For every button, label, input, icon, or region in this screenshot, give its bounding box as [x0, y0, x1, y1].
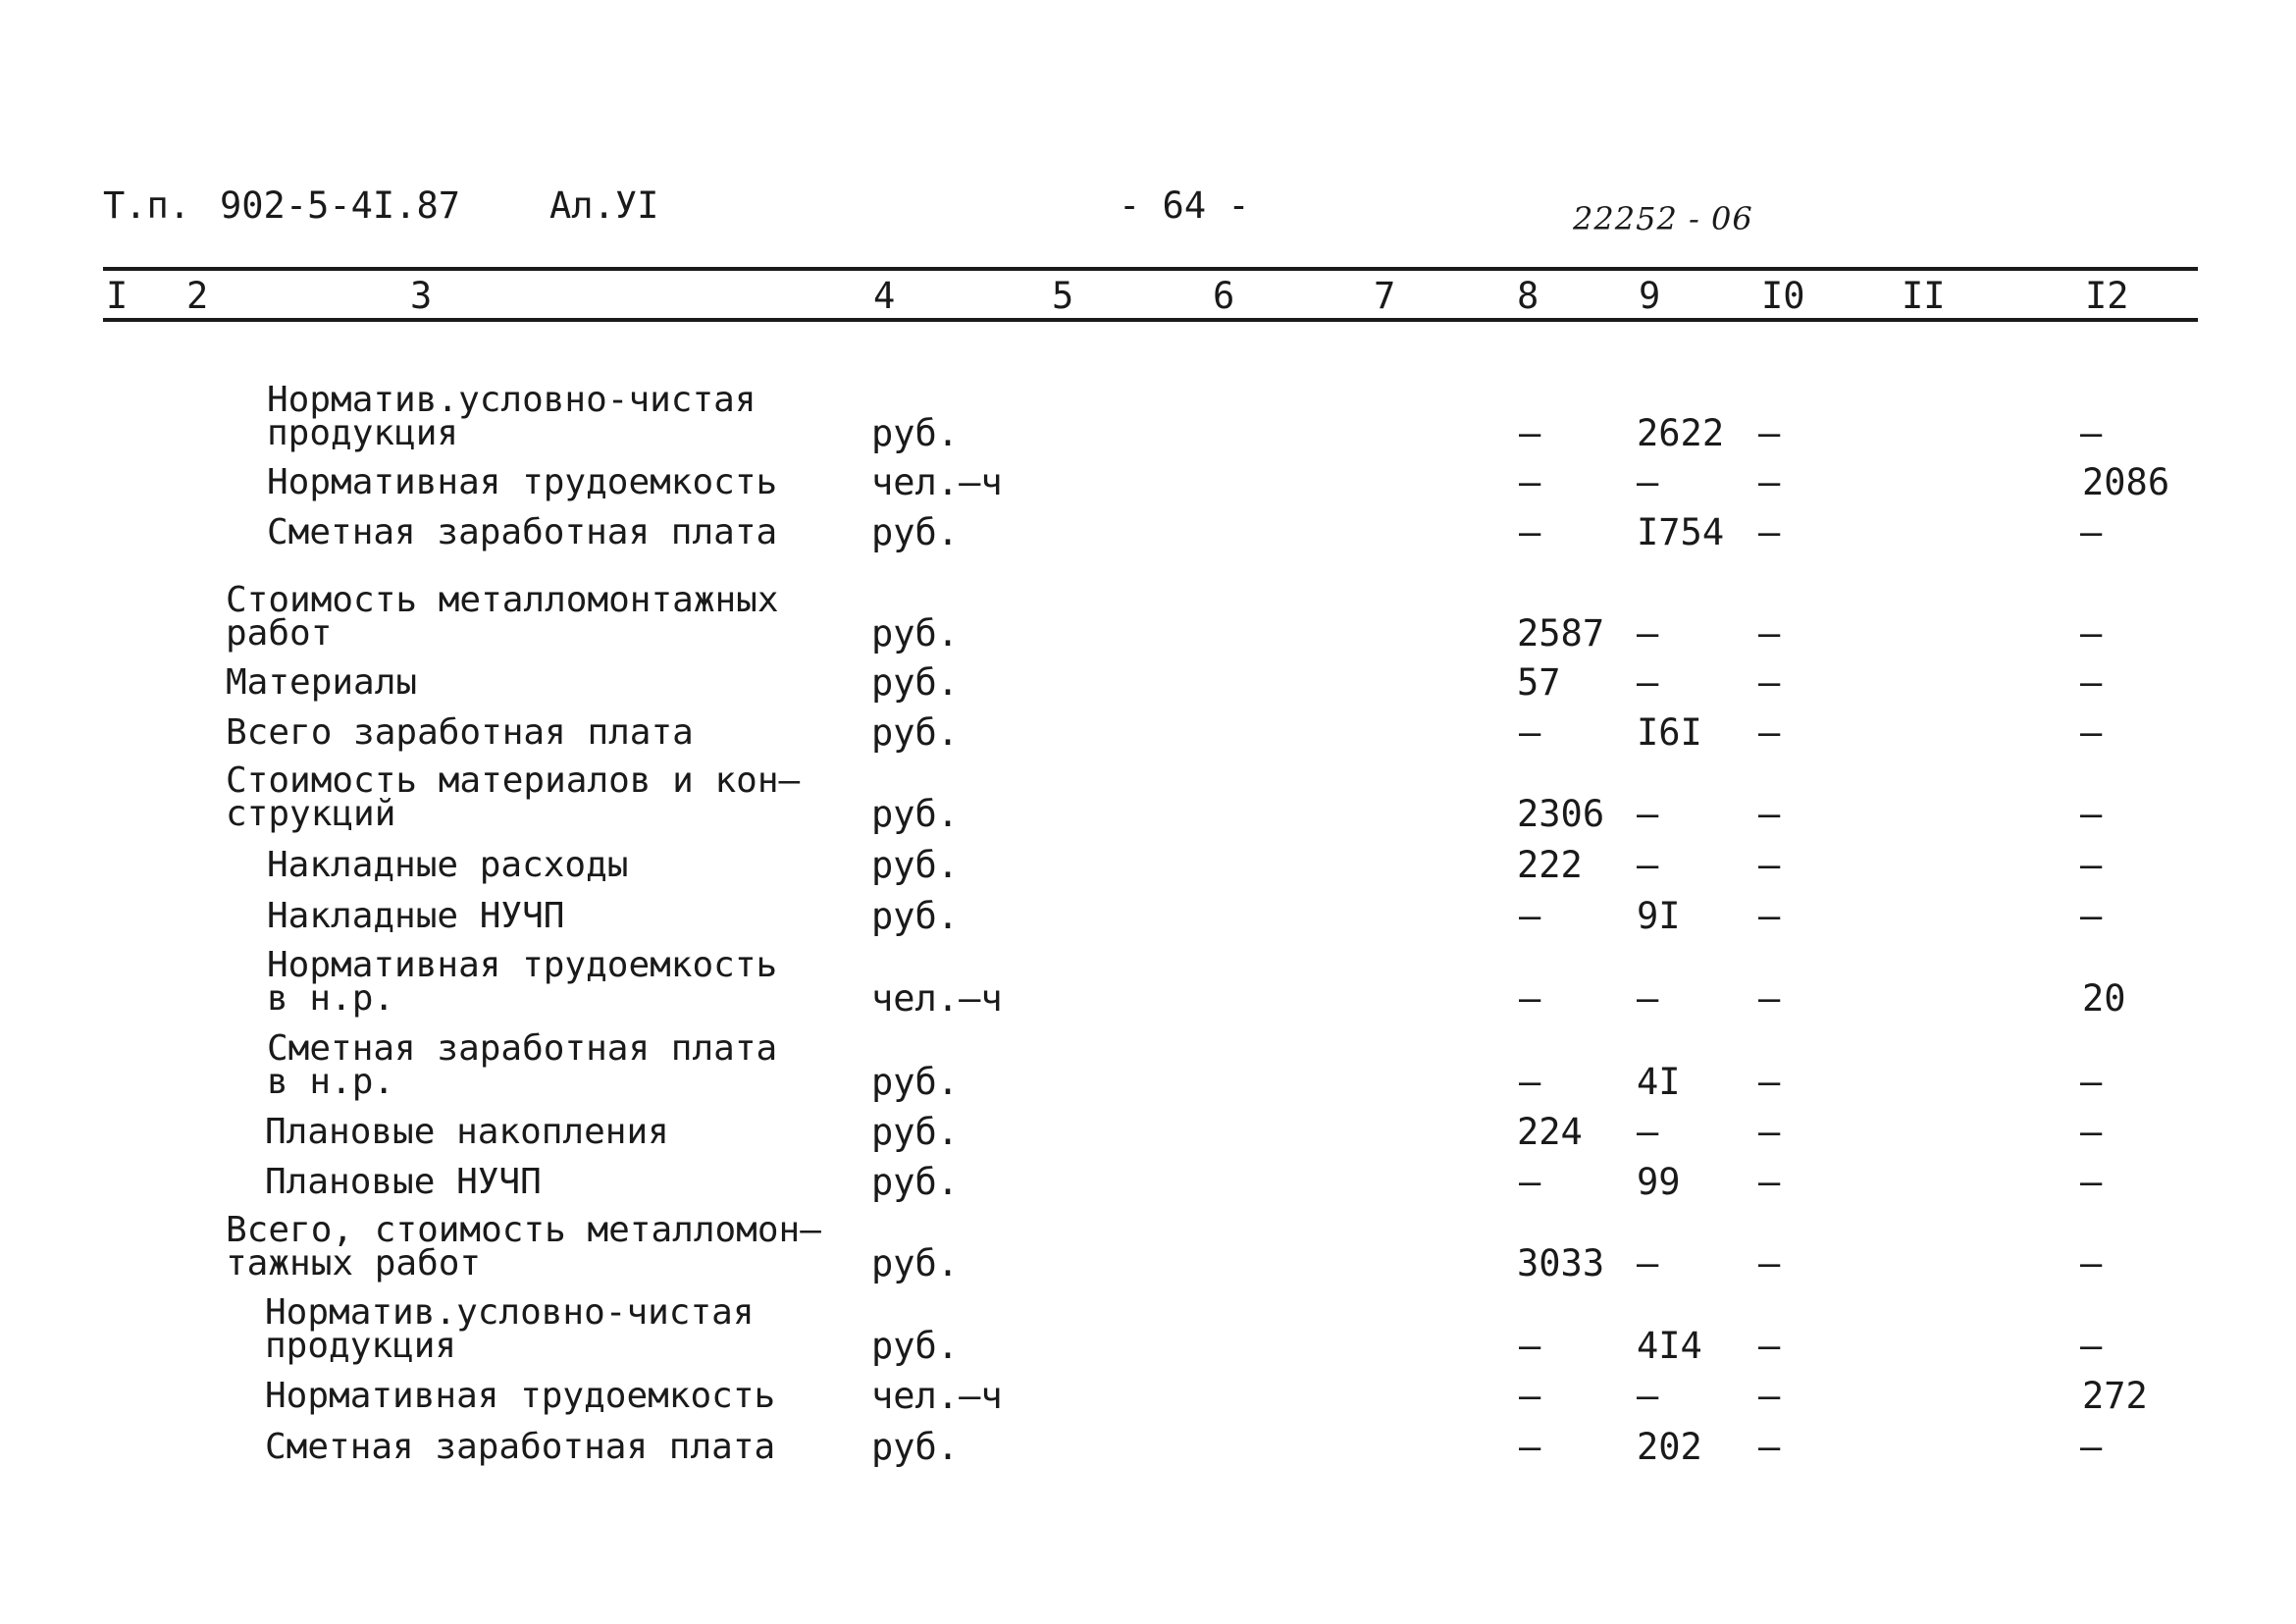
- col8-cell: 224: [1517, 1111, 1583, 1153]
- col12-cell: –: [2080, 412, 2103, 454]
- row-label: Сметная заработная плата: [267, 1028, 778, 1069]
- col9-cell: –: [1637, 461, 1659, 503]
- col8-cell: –: [1519, 1161, 1541, 1203]
- col9-cell: I754: [1637, 511, 1725, 553]
- unit-cell: руб.: [871, 895, 960, 937]
- col10-cell: –: [1758, 1375, 1781, 1417]
- col10-cell: –: [1758, 711, 1781, 754]
- col10-cell: –: [1758, 977, 1781, 1020]
- col12-cell: –: [2080, 895, 2103, 937]
- col8-cell: –: [1519, 711, 1541, 754]
- col10-cell: –: [1758, 1242, 1781, 1284]
- column-number: 6: [1213, 275, 1235, 317]
- row-label: Всего, стоимость металломон–: [226, 1210, 821, 1250]
- col8-cell: –: [1519, 1426, 1541, 1468]
- col9-cell: –: [1637, 1111, 1659, 1153]
- row-label: Накладные расходы: [267, 845, 629, 885]
- unit-cell: чел.–ч: [871, 1375, 1003, 1417]
- registration-stamp: 22252 - 06: [1573, 200, 1753, 237]
- col9-cell: –: [1637, 844, 1659, 886]
- col9-cell: –: [1637, 612, 1659, 655]
- unit-cell: руб.: [871, 511, 960, 553]
- col10-cell: –: [1758, 844, 1781, 886]
- unit-cell: руб.: [871, 793, 960, 835]
- row-label: Материалы: [226, 662, 418, 703]
- row-label: Норматив.условно-чистая: [265, 1292, 755, 1333]
- col9-cell: –: [1637, 793, 1659, 835]
- row-label: Нормативная трудоемкость: [265, 1376, 776, 1416]
- col8-cell: 57: [1517, 661, 1561, 704]
- page-number: - 64 -: [1119, 184, 1250, 227]
- col10-cell: –: [1758, 1426, 1781, 1468]
- col12-cell: –: [2080, 612, 2103, 655]
- col12-cell: –: [2080, 793, 2103, 835]
- unit-cell: руб.: [871, 661, 960, 704]
- col9-cell: 99: [1637, 1161, 1681, 1203]
- col10-cell: –: [1758, 661, 1781, 704]
- col8-cell: –: [1519, 1375, 1541, 1417]
- col8-cell: 222: [1517, 844, 1583, 886]
- row-label: Сметная заработная плата: [267, 512, 778, 552]
- col12-cell: –: [2080, 661, 2103, 704]
- col12-cell: –: [2080, 1061, 2103, 1103]
- column-number: I2: [2085, 275, 2129, 317]
- col8-cell: 3033: [1517, 1242, 1605, 1284]
- row-label: работ: [226, 613, 333, 654]
- column-number: 4: [873, 275, 896, 317]
- unit-cell: руб.: [871, 1325, 960, 1367]
- unit-cell: чел.–ч: [871, 977, 1003, 1020]
- col8-cell: –: [1519, 412, 1541, 454]
- row-label: в н.р.: [267, 978, 395, 1019]
- unit-cell: руб.: [871, 711, 960, 754]
- col10-cell: –: [1758, 412, 1781, 454]
- row-label: продукция: [267, 413, 459, 453]
- unit-cell: руб.: [871, 1061, 960, 1103]
- column-number: I0: [1761, 275, 1805, 317]
- col12-cell: –: [2080, 1161, 2103, 1203]
- unit-cell: руб.: [871, 844, 960, 886]
- col12-cell: 20: [2082, 977, 2126, 1020]
- column-number: 3: [410, 275, 433, 317]
- col8-cell: –: [1519, 511, 1541, 553]
- col8-cell: –: [1519, 1061, 1541, 1103]
- col9-cell: 2622: [1637, 412, 1725, 454]
- col10-cell: –: [1758, 1161, 1781, 1203]
- column-number: 8: [1517, 275, 1539, 317]
- col10-cell: –: [1758, 1111, 1781, 1153]
- col12-cell: –: [2080, 511, 2103, 553]
- unit-cell: руб.: [871, 1426, 960, 1468]
- column-number: I: [106, 275, 129, 317]
- col9-cell: 4I: [1637, 1061, 1681, 1103]
- unit-cell: руб.: [871, 1161, 960, 1203]
- row-label: Плановые накопления: [265, 1112, 669, 1152]
- col9-cell: 9I: [1637, 895, 1681, 937]
- unit-cell: чел.–ч: [871, 461, 1003, 503]
- col8-cell: –: [1519, 895, 1541, 937]
- col12-cell: –: [2080, 1242, 2103, 1284]
- row-label: продукция: [265, 1326, 457, 1366]
- col8-cell: –: [1519, 1325, 1541, 1367]
- col12-cell: –: [2080, 1325, 2103, 1367]
- col8-cell: –: [1519, 461, 1541, 503]
- row-label: Стоимость металломонтажных: [226, 580, 779, 620]
- column-number: 2: [186, 275, 209, 317]
- row-label: Норматив.условно-чистая: [267, 380, 757, 420]
- row-label: Сметная заработная плата: [265, 1427, 776, 1467]
- unit-cell: руб.: [871, 1242, 960, 1284]
- col12-cell: –: [2080, 711, 2103, 754]
- col10-cell: –: [1758, 895, 1781, 937]
- row-label: Нормативная трудоемкость: [267, 462, 778, 502]
- col9-cell: 4I4: [1637, 1325, 1702, 1367]
- col10-cell: –: [1758, 1325, 1781, 1367]
- unit-cell: руб.: [871, 612, 960, 655]
- doc-prefix: Т.п.: [103, 184, 191, 227]
- col10-cell: –: [1758, 511, 1781, 553]
- col8-cell: 2306: [1517, 793, 1605, 835]
- col12-cell: 272: [2082, 1375, 2148, 1417]
- row-label: Всего заработная плата: [226, 712, 694, 753]
- album-label: Ал.УI: [549, 184, 659, 227]
- row-label: Накладные НУЧП: [267, 896, 565, 936]
- col9-cell: 202: [1637, 1426, 1702, 1468]
- table-top-rule: [103, 267, 2198, 271]
- column-number: 9: [1639, 275, 1661, 317]
- col10-cell: –: [1758, 793, 1781, 835]
- col9-cell: –: [1637, 661, 1659, 704]
- row-label: Стоимость материалов и кон–: [226, 760, 801, 801]
- column-number: 7: [1374, 275, 1396, 317]
- col12-cell: –: [2080, 1111, 2103, 1153]
- row-label: тажных работ: [226, 1243, 482, 1283]
- col12-cell: –: [2080, 844, 2103, 886]
- col10-cell: –: [1758, 1061, 1781, 1103]
- col12-cell: 2086: [2082, 461, 2170, 503]
- row-label: струкций: [226, 794, 396, 834]
- col10-cell: –: [1758, 461, 1781, 503]
- column-number: 5: [1052, 275, 1074, 317]
- unit-cell: руб.: [871, 1111, 960, 1153]
- row-label: Плановые НУЧП: [265, 1162, 542, 1202]
- col12-cell: –: [2080, 1426, 2103, 1468]
- unit-cell: руб.: [871, 412, 960, 454]
- column-number: II: [1902, 275, 1946, 317]
- col10-cell: –: [1758, 612, 1781, 655]
- col8-cell: 2587: [1517, 612, 1605, 655]
- col8-cell: –: [1519, 977, 1541, 1020]
- row-label: Нормативная трудоемкость: [267, 945, 778, 985]
- col9-cell: –: [1637, 1242, 1659, 1284]
- doc-code: 902-5-4I.87: [220, 184, 461, 227]
- row-label: в н.р.: [267, 1062, 395, 1102]
- col9-cell: –: [1637, 977, 1659, 1020]
- col9-cell: –: [1637, 1375, 1659, 1417]
- col9-cell: I6I: [1637, 711, 1702, 754]
- table-header-rule: [103, 318, 2198, 322]
